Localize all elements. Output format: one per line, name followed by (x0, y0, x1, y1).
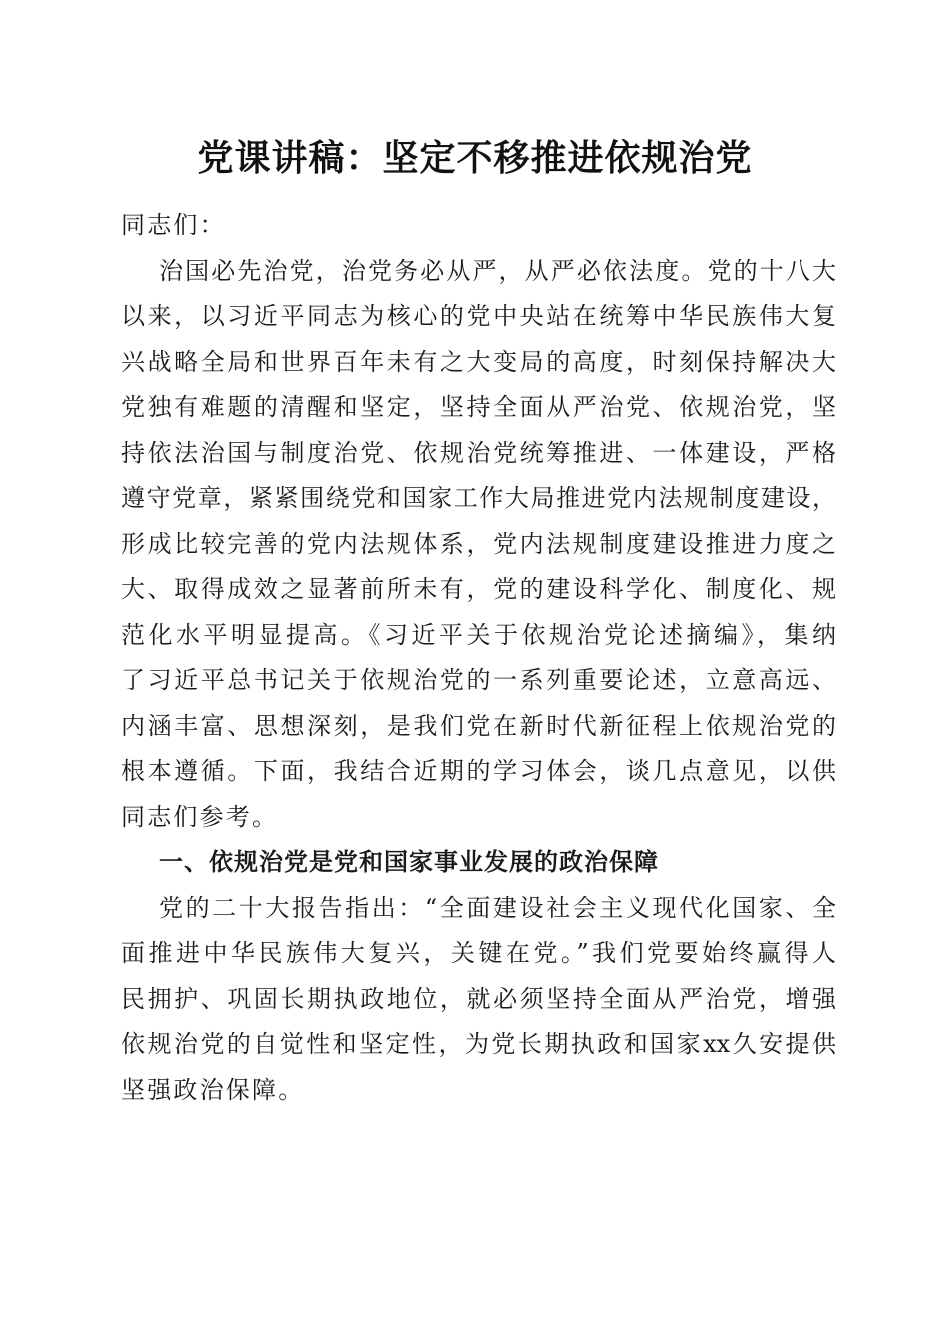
paragraph-line: 了习近平总书记关于依规治党的一系列重要论述，立意高远、 (121, 666, 836, 694)
paragraph-line: 面推进中华民族伟大复兴，关键在党。”我们党要始终赢得人 (121, 939, 836, 967)
paragraph-line: 党的二十大报告指出：“全面建设社会主义现代化国家、全 (159, 893, 836, 922)
section-heading: 一、依规治党是党和国家事业发展的政治保障 (159, 848, 659, 876)
paragraph-line: 治国必先治党，治党务必从严，从严必依法度。党的十八大 (159, 256, 836, 285)
paragraph-line: 形成比较完善的党内法规体系，党内法规制度建设推进力度之 (121, 529, 836, 558)
document-title: 党课讲稿：坚定不移推进依规治党 (197, 137, 753, 179)
paragraph-line: 以来，以习近平同志为核心的党中央站在统筹中华民族伟大复 (121, 302, 836, 330)
paragraph-line: 持依法治国与制度治党、依规治党统筹推进、一体建设，严格 (121, 438, 836, 467)
paragraph-line: 坚强政治保障。 (121, 1075, 305, 1104)
paragraph-line: 大、取得成效之显著前所未有，党的建设科学化、制度化、规 (121, 575, 836, 603)
paragraph-line: 依规治党的自觉性和坚定性，为党长期执政和国家xx久安提供 (121, 1030, 836, 1058)
paragraph-line: 遵守党章，紧紧围绕党和国家工作大局推进党内法规制度建设， (121, 484, 836, 512)
paragraph-line: 党独有难题的清醒和坚定，坚持全面从严治党、依规治党，坚 (121, 393, 836, 421)
paragraph-line: 范化水平明显提高。《习近平关于依规治党论述摘编》，集纳 (121, 620, 836, 649)
paragraph-line: 内涵丰富、思想深刻，是我们党在新时代新征程上依规治党的 (121, 711, 836, 740)
paragraph-1 (121, 249, 836, 841)
salutation: 同志们： (121, 211, 226, 239)
document-body (121, 203, 836, 1113)
paragraph-line: 根本遵循。下面，我结合近期的学习体会，谈几点意见，以供 (121, 757, 836, 785)
paragraph-line: 民拥护、巩固长期执政地位，就必须坚持全面从严治党，增强 (121, 984, 836, 1013)
paragraph-2 (121, 886, 836, 1114)
paragraph-line: 同志们参考。 (121, 802, 279, 831)
paragraph-line: 兴战略全局和世界百年未有之大变局的高度，时刻保持解决大 (121, 347, 836, 376)
